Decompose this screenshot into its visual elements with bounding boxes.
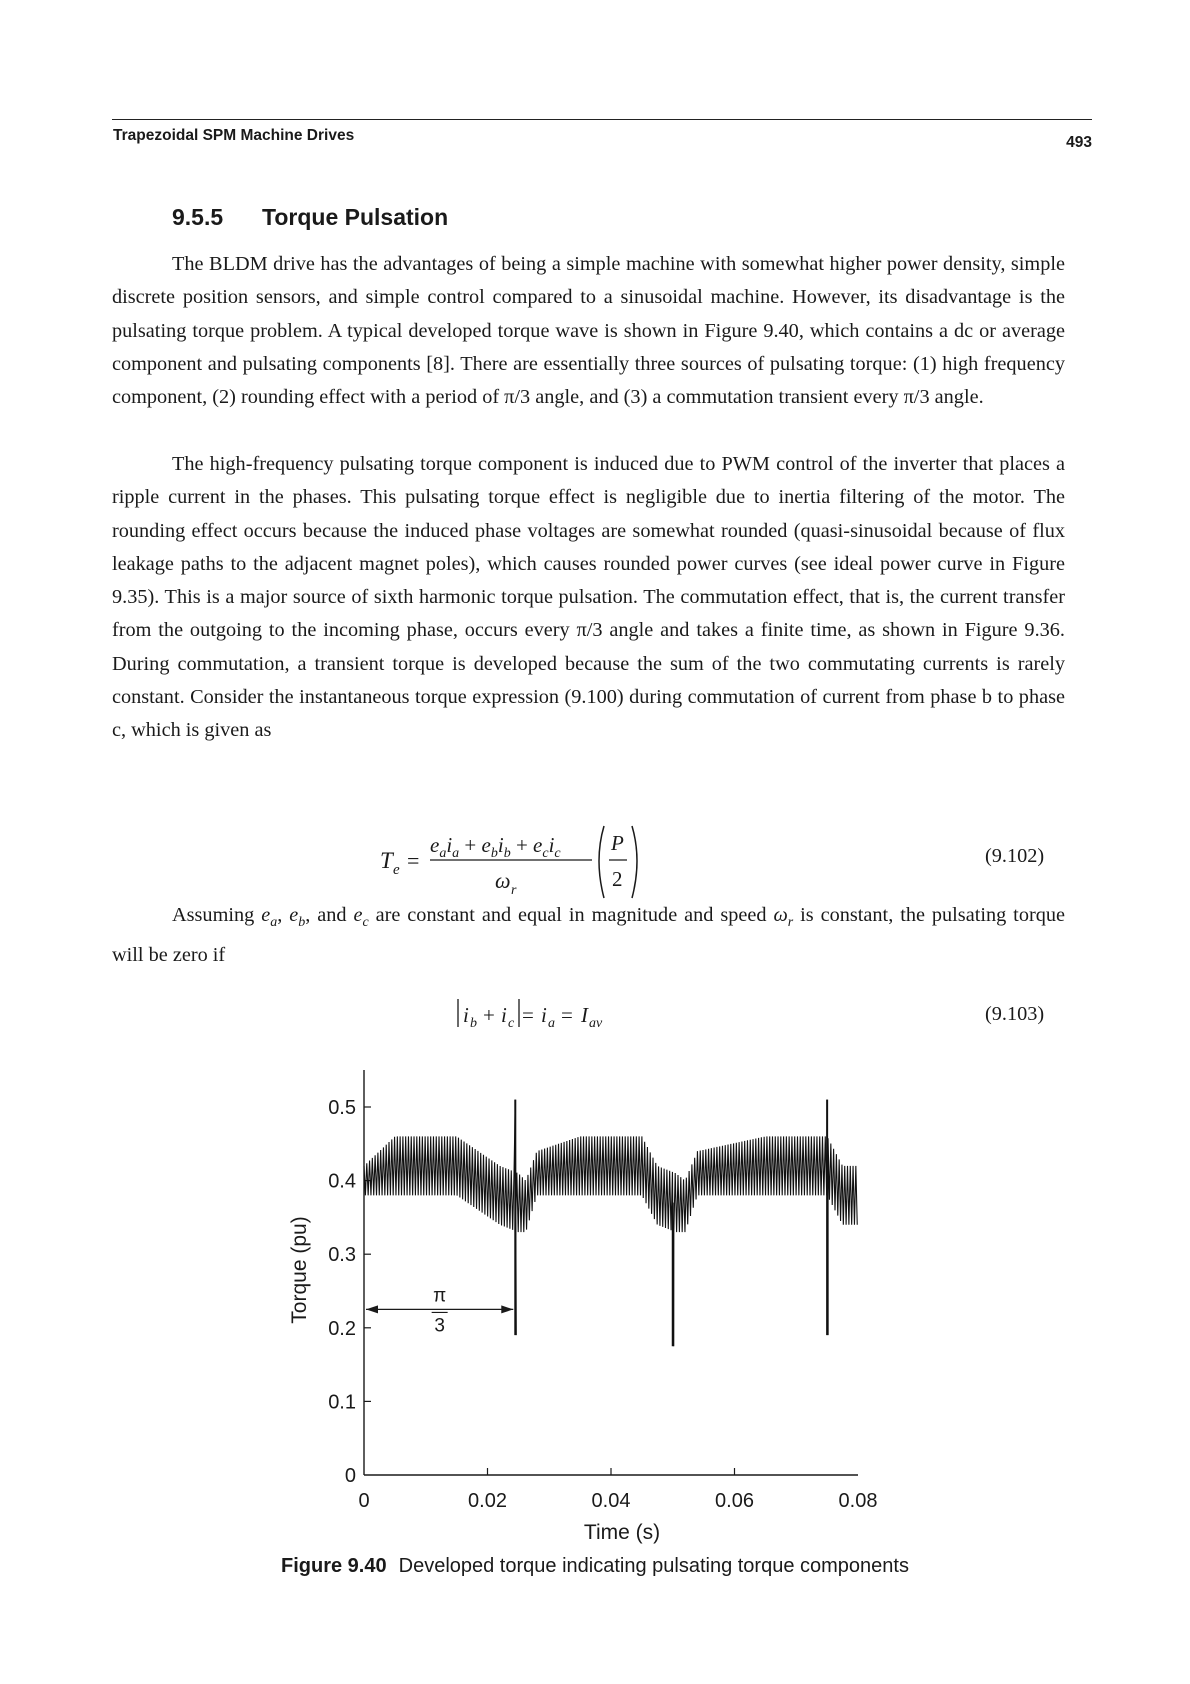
y-tick-label: 0 [344, 1465, 356, 1487]
svg-text:=: = [407, 848, 420, 873]
y-tick-label: 0.4 [328, 1170, 356, 1193]
equation-number-9-103: (9.103) [985, 1003, 1045, 1025]
svg-text:P: P [611, 831, 624, 855]
x-tick-label: 0.04 [591, 1490, 631, 1512]
y-tick-label: 0.5 [328, 1097, 356, 1119]
y-tick-label: 0.3 [328, 1244, 356, 1267]
svg-text:e: e [393, 862, 400, 878]
x-tick-label: 0.02 [468, 1490, 507, 1512]
svg-text:=: = [561, 1003, 573, 1027]
chart-annotation [366, 1285, 513, 1336]
x-axis-label: Time (s) [583, 1521, 661, 1544]
svg-text:eaia + ebib + ecic: $e_ai_a + e_bi_b + e_ci_c$ [430, 833, 561, 861]
svg-text:+: + [483, 1003, 495, 1027]
svg-text:ω: ω [495, 868, 511, 893]
x-tick-label: 0 [358, 1490, 370, 1512]
page-number: 493 [1066, 134, 1092, 151]
svg-text:i: i [463, 1003, 469, 1027]
svg-text:I: I [581, 1003, 588, 1027]
y-tick-label: 0.1 [328, 1391, 356, 1414]
svg-text:i: i [541, 1003, 547, 1027]
paragraph-3-part-c: is constant, the pulsating torque will be zero if [112, 904, 1065, 967]
section-number: 9.5.5 [172, 204, 224, 230]
pi-over-3-label-denominator: 3 [434, 1315, 445, 1337]
svg-text:a: a [548, 1016, 555, 1031]
x-tick-label: 0.08 [838, 1490, 878, 1512]
chart-axes [364, 1070, 858, 1475]
svg-text:T: T [380, 848, 393, 873]
svg-text:2: 2 [612, 867, 623, 891]
pi-over-3-label-numerator: π [433, 1285, 447, 1307]
svg-text:c: c [508, 1016, 515, 1031]
paragraph-3-part-b: are constant and equal in magnitude and speed [368, 904, 774, 926]
y-axis-label: Torque (pu) [288, 1216, 311, 1324]
paragraph-3: Assuming $e_a$, $e_b$, and $e_c$ are constant and equal in magnitude and speed $\omega_r$ is constant, the pulsating torque will be zero if [112, 904, 1065, 967]
arrowhead-left [366, 1305, 378, 1313]
section-title: Torque Pulsation [262, 204, 449, 230]
x-tick-label: 0.06 [715, 1490, 754, 1512]
svg-text:av: av [589, 1016, 603, 1031]
figure-label: Figure 9.40 [281, 1555, 387, 1577]
y-tick-label: 0.2 [328, 1317, 356, 1340]
arrowhead-right [501, 1305, 513, 1313]
running-title: Trapezoidal SPM Machine Drives [113, 127, 355, 144]
paragraph-1: The BLDM drive has the advantages of being a simple machine with somewhat higher power density, simple discrete position sensors, and simple control compared to a sinusoidal machine. However, its disadvantage is the pulsating torque problem. A typical developed torque wave is shown in Figure 9.40, which contains a dc or average component and pulsating components [8]. There are essentially three sources of pulsating torque: (1) high frequency component, (2) rounding effect with a period of π/3 angle, and (3) a commutation transient every π/3 angle. [112, 253, 1065, 409]
figure-caption-text: Developed torque indicating pulsating torque components [398, 1555, 909, 1577]
paragraph-3-part-a: Assuming [172, 904, 262, 926]
svg-text:r: r [511, 883, 517, 898]
svg-text:i: i [501, 1003, 507, 1027]
figure-caption [0, 1555, 1190, 1578]
svg-text:=: = [522, 1003, 534, 1027]
svg-text:b: b [470, 1016, 477, 1031]
equation-number-9-102: (9.102) [985, 845, 1045, 867]
paragraph-2: The high-frequency pulsating torque component is induced due to PWM control of the inverter that places a ripple current in the phases. This pulsating torque effect is negligible due to inertia filtering of the motor. The rounding effect occurs because the induced phase voltages are somewhat rounded (quasi-sinusoidal because of flux leakage paths to the adjacent magnet poles), which causes rounded power curves (see ideal power curve in Figure 9.35). This is a major source of sixth harmonic torque pulsation. The commutation effect, that is, the current transfer from the outgoing to the incoming phase, occurs every π/3 angle and takes a finite time, as shown in Figure 9.36. During commutation, a transient torque is developed because the sum of the two commutating currents is rarely constant. Consider the instantaneous torque expression (9.100) during commutation of current from phase b to phase c, which is given as [112, 453, 1065, 742]
